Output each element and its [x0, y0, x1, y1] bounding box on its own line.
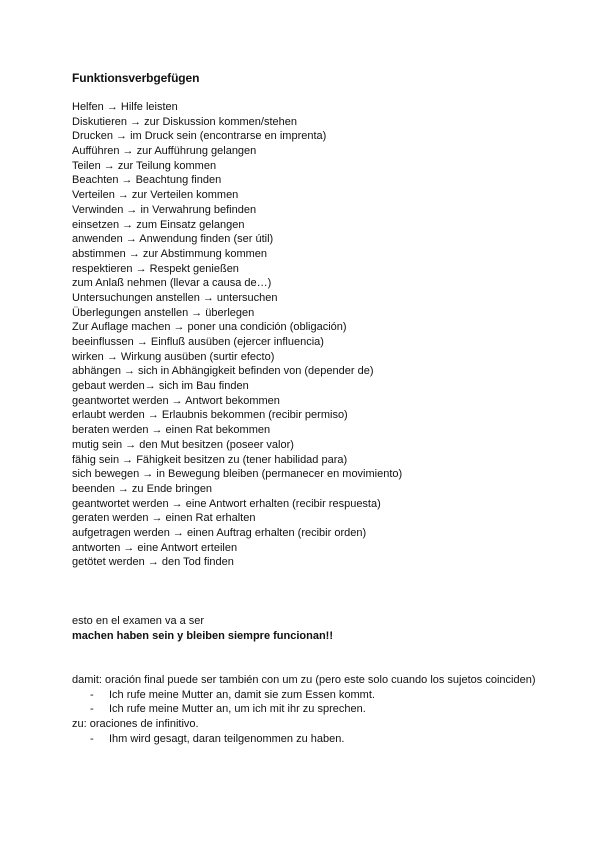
verb-list-item: sich bewegen → in Bewegung bleiben (permanecer en movimiento) — [72, 468, 403, 481]
document-title: Funktionsverbgefügen — [72, 71, 200, 85]
damit-example — [72, 702, 542, 717]
verb-list-item: fähig sein → Fähigkeit besitzen zu (tener habilidad para) — [72, 453, 348, 466]
verb-list-item: geantwortet werden → eine Antwort erhalten (recibir respuesta) — [72, 497, 381, 510]
verb-list-item: antworten → eine Antwort erteilen — [72, 541, 238, 554]
damit-example-text: Ich rufe meine Mutter an, damit sie zum Essen kommt. — [109, 688, 375, 701]
verb-list-item: Beachten → Beachtung finden — [72, 174, 222, 187]
bullet-dash: - — [90, 703, 94, 716]
verb-list-item: Aufführen → zur Aufführung gelangen — [72, 145, 257, 158]
zu-example-text: Ihm wird gesagt, daran teilgenommen zu haben. — [109, 732, 345, 745]
exam-note: esto en el examen va a ser — [72, 615, 205, 627]
grammar-notes — [72, 673, 542, 747]
zu-intro: zu: oraciones de infinitivo. — [72, 718, 199, 731]
verb-list-item: Verteilen → zur Verteilen kommen — [72, 189, 239, 202]
verb-list-item: aufgetragen werden → einen Auftrag erhalten (recibir orden) — [72, 526, 367, 539]
verb-list-item: beraten werden → einen Rat bekommen — [72, 424, 271, 437]
verb-list-item: geantwortet werden → Antwort bekommen — [72, 394, 280, 407]
verb-list-item: Untersuchungen anstellen → untersuchen — [72, 291, 278, 304]
verb-list — [72, 100, 572, 570]
verb-list-item: Zur Auflage machen → poner una condición (obligación) — [72, 321, 347, 334]
verb-list-item: beenden → zu Ende bringen — [72, 482, 213, 495]
bullet-dash: - — [90, 732, 94, 745]
damit-example — [72, 688, 542, 703]
verb-list-item: geraten werden → einen Rat erhalten — [72, 512, 256, 525]
verb-list-item: abhängen → sich in Abhängigkeit befinden von (depender de) — [72, 365, 374, 378]
verb-list-item: anwenden → Anwendung finden (ser útil) — [72, 233, 274, 246]
verb-list-item: Drucken → im Druck sein (encontrarse en imprenta) — [72, 130, 327, 143]
zu-example — [72, 732, 542, 747]
bullet-dash: - — [90, 688, 94, 701]
verb-list-item: Diskutieren → zur Diskussion kommen/stehen — [72, 115, 297, 128]
verb-list-item: respektieren → Respekt genießen — [72, 262, 239, 275]
verb-list-item: Verwinden → in Verwahrung befinden — [72, 203, 257, 216]
verb-list-item: Teilen → zur Teilung kommen — [72, 159, 217, 172]
verb-list-item: wirken → Wirkung ausüben (surtir efecto) — [72, 350, 275, 363]
verb-list-item: beeinflussen → Einfluß ausüben (ejercer influencia) — [72, 336, 324, 348]
verb-list-item: mutig sein → den Mut besitzen (poseer valor) — [72, 438, 294, 451]
verb-list-item: zum Anlaß nehmen (llevar a causa de…) — [72, 277, 272, 290]
damit-intro: damit: oración final puede ser también con um zu (pero este solo cuando los sujetos coinciden) — [72, 674, 536, 686]
verb-list-item: abstimmen → zur Abstimmung kommen — [72, 247, 268, 260]
verb-list-item: getötet werden → den Tod finden — [72, 556, 234, 569]
verb-list-item: Überlegungen anstellen → überlegen — [72, 306, 255, 319]
damit-example-text: Ich rufe meine Mutter an, um ich mit ihr zu sprechen. — [109, 703, 366, 716]
verb-list-item: gebaut werden→ sich im Bau finden — [72, 380, 249, 393]
exam-note-bold: machen haben sein y bleiben siempre funcionan!! — [72, 630, 334, 642]
verb-list-item: erlaubt werden → Erlaubnis bekommen (recibir permiso) — [72, 409, 348, 422]
verb-list-item: einsetzen → zum Einsatz gelangen — [72, 218, 245, 231]
verb-list-item: Helfen → Hilfe leisten — [72, 101, 178, 113]
